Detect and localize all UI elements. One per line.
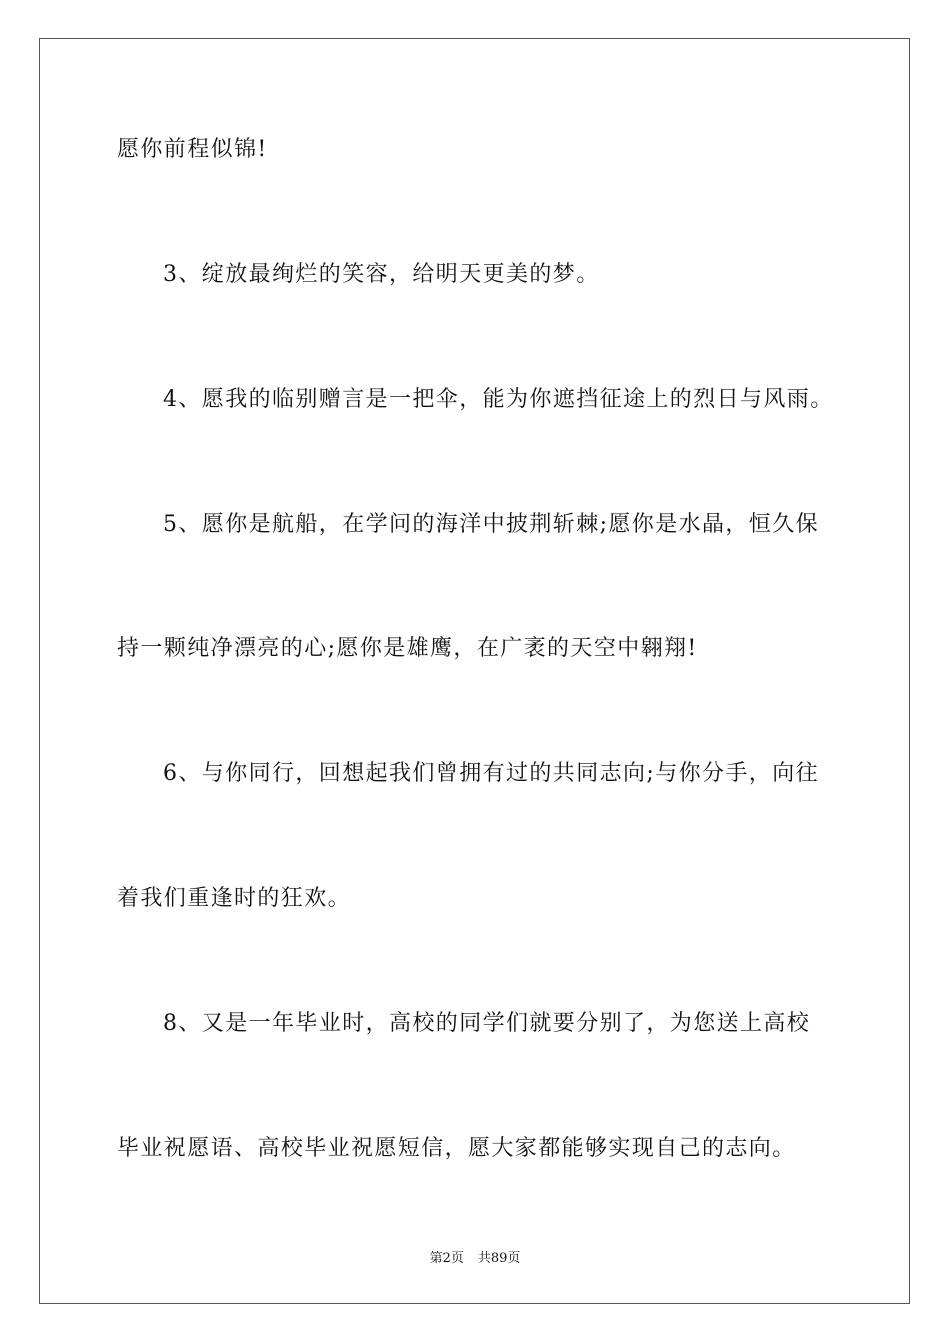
text-line-8: 8、又是一年毕业时，高校的同学们就要分别了，为您送上高校 [163, 1011, 811, 1036]
page-border [39, 38, 910, 1304]
text-line-6: 6、与你同行，回想起我们曾拥有过的共同志向;与你分手，向往 [163, 761, 820, 786]
page-number: 第2页 [429, 1251, 464, 1266]
page-footer [0, 1247, 950, 1266]
text-line-4: 5、愿你是航船，在学问的海洋中披荆斩棘;愿你是水晶，恒久保 [163, 512, 820, 537]
page-total: 共89页 [477, 1251, 521, 1266]
text-line-7: 着我们重逢时的狂欢。 [117, 886, 352, 911]
text-line-1: 愿你前程似锦! [117, 137, 268, 162]
text-line-5: 持一颗纯净漂亮的心;愿你是雄鹰，在广袤的天空中翱翔! [117, 636, 698, 661]
text-line-9: 毕业祝愿语、高校毕业祝愿短信，愿大家都能够实现自己的志向。 [117, 1136, 796, 1161]
text-line-2: 3、绽放最绚烂的笑容，给明天更美的梦。 [163, 262, 600, 287]
text-line-3: 4、愿我的临别赠言是一把伞，能为你遮挡征途上的烈日与风雨。 [163, 387, 834, 412]
